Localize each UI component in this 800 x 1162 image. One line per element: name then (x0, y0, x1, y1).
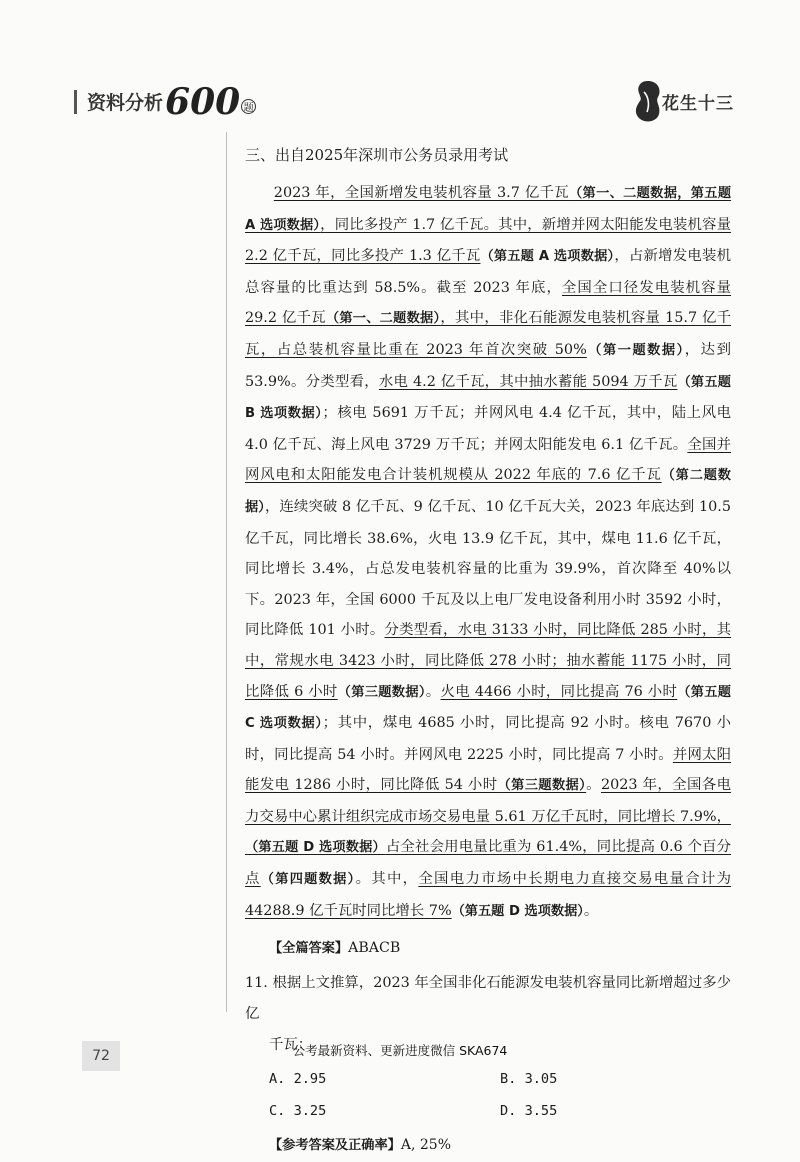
passage-segment: 火电 4466 小时，同比提高 76 小时 (440, 683, 678, 700)
passage-segment: 。其中， (355, 871, 419, 888)
passage-segment: （第五题 A 选项数据） (480, 249, 615, 265)
passage-segment: 水电 4.2 亿千瓦，其中抽水蓄能 5094 万千瓦 (378, 373, 678, 390)
passage-segment: ，连续突破 8 亿千瓦、9 亿千瓦、10 亿千瓦大关，2023 年底达到 10.5 亿千瓦，同比增长 38.6%，火电 13.9 亿千瓦，其中，煤电 11.6 亿千瓦，同比增长 3.4%，占总发电装机容量的比重为 39.9%，首次降至 40%以下。2023 年，全国 6000 千瓦及以上电厂发电设备利用小时 3592 小时，同比降低 101 小时。 (245, 498, 731, 639)
header-bar (74, 90, 77, 114)
brand-header (628, 78, 734, 124)
reference-label: 【参考答案及正确率】 (269, 1138, 401, 1154)
passage-segment: 占全社会用电量比重为 61.4%，同比提高 0.6 个百分点 (245, 839, 731, 888)
option-b[interactable]: B. 3.05 (500, 1071, 558, 1088)
page-number: 72 (82, 1041, 120, 1071)
book-number: 600 (165, 81, 241, 123)
book-suffix: 题 (241, 99, 256, 114)
footer-text: 公考最新资料、更新进度微信 SKA674 (292, 1043, 508, 1058)
margin-rule (226, 132, 227, 1012)
book-title: 资料分析 (87, 92, 164, 114)
peanut-logo-icon (628, 78, 668, 124)
question-text-continued: 千瓦： (269, 1037, 313, 1054)
passage (245, 178, 731, 927)
options (245, 1063, 731, 1127)
section-title: 三、出自2025年深圳市公务员录用考试 (245, 146, 509, 164)
passage-segment: 2023 年，全国新增发电装机容量 3.7 亿千瓦 (273, 185, 570, 201)
answer-label: 【全篇答案】 (269, 941, 349, 957)
passage-segment: ，其中，非化石能源发电装机容量 15.7 亿千瓦，占总装机容量比重在 2023 年首次突破 50% (245, 310, 731, 358)
passage-segment: 并网太阳能发电 1286 小时，同比降低 54 小时 (245, 746, 731, 794)
full-answer (245, 933, 731, 964)
passage-segment: 分类型看，水电 3133 小时，同比降低 285 小时，其中，常规水电 3423 小时，同比降低 278 小时；抽水蓄能 1175 小时，同比降低 6 小时 (245, 622, 732, 700)
passage-segment: 。 (586, 777, 601, 794)
passage-segment: ；其中，煤电 4685 小时，同比提高 92 小时。核电 7670 小时，同比提高 54 小时。并网风电 2225 小时，同比提高 7 小时。 (245, 715, 731, 763)
option-d[interactable]: D. 3.55 (500, 1103, 558, 1120)
passage-segment: 全国并网风电和太阳能发电合计装机规模从 2022 年底的 7.6 亿千瓦 (245, 436, 731, 484)
passage-segment: （第二题数据） (245, 468, 731, 515)
passage-segment: （第五题 D 选项数据） (451, 903, 584, 919)
passage-segment: 2023 年，全国各电力交易中心累计组织完成市场交易电量 5.61 万亿千瓦时，同比增长 7.9%， (245, 777, 731, 825)
passage-segment: 全国全口径发电装机容量 29.2 亿千瓦 (245, 279, 731, 327)
passage-segment: （第一、二题数据，第五题 A 选项数据） (245, 186, 732, 233)
question-text: 根据上文推算，2023 年全国非化石能源发电装机容量同比新增超过多少亿 (245, 975, 731, 1023)
passage-segment: （第一、二题数据） (325, 311, 441, 327)
passage-segment: （第三题数据） (497, 778, 587, 794)
passage-segment: 全国电力市场中长期电力直接交易电量合计为 44288.9 亿千瓦时同比增长 7% (245, 871, 731, 919)
brand-name: 花生十三 (662, 93, 734, 114)
option-c[interactable]: C. 3.25 (269, 1103, 327, 1120)
passage-segment: 。 (583, 902, 599, 919)
passage-segment: （第四题数据） (260, 872, 356, 888)
reference-value: A, 25% (400, 1137, 452, 1154)
answer-value: ABACB (348, 940, 401, 957)
passage-segment: （第一题数据） (586, 342, 685, 358)
reference-answer (245, 1129, 731, 1162)
passage-segment: （第五题 C 选项数据） (245, 684, 731, 732)
question-number: 11. (245, 975, 268, 992)
option-a[interactable]: A. 2.95 (269, 1071, 327, 1088)
passage-segment: ；核电 5691 万千瓦；并网风电 4.4 亿千瓦，其中，陆上风电 4.0 亿千瓦、海上风电 3729 万千瓦；并网太阳能发电 6.1 亿千瓦。 (245, 405, 731, 453)
passage-segment: （第三题数据） (337, 684, 426, 700)
page-content (245, 142, 731, 1162)
passage-segment: ，占新增发电装机总容量的比重达到 58.5%。截至 2023 年底， (245, 248, 731, 296)
passage-segment: （第五题 B 选项数据） (245, 374, 731, 422)
passage-segment: ，达到 53.9%。分类型看， (245, 341, 731, 390)
passage-segment: （第五题 D 选项数据） (245, 840, 386, 856)
passage-segment: ，同比多投产 1.7 亿千瓦。其中，新增并网太阳能发电装机容量 2.2 亿千瓦，同比多投产 1.3 亿千瓦 (245, 216, 731, 265)
question (245, 968, 731, 1030)
passage-segment: 。 (425, 683, 441, 700)
book-header (74, 80, 256, 123)
